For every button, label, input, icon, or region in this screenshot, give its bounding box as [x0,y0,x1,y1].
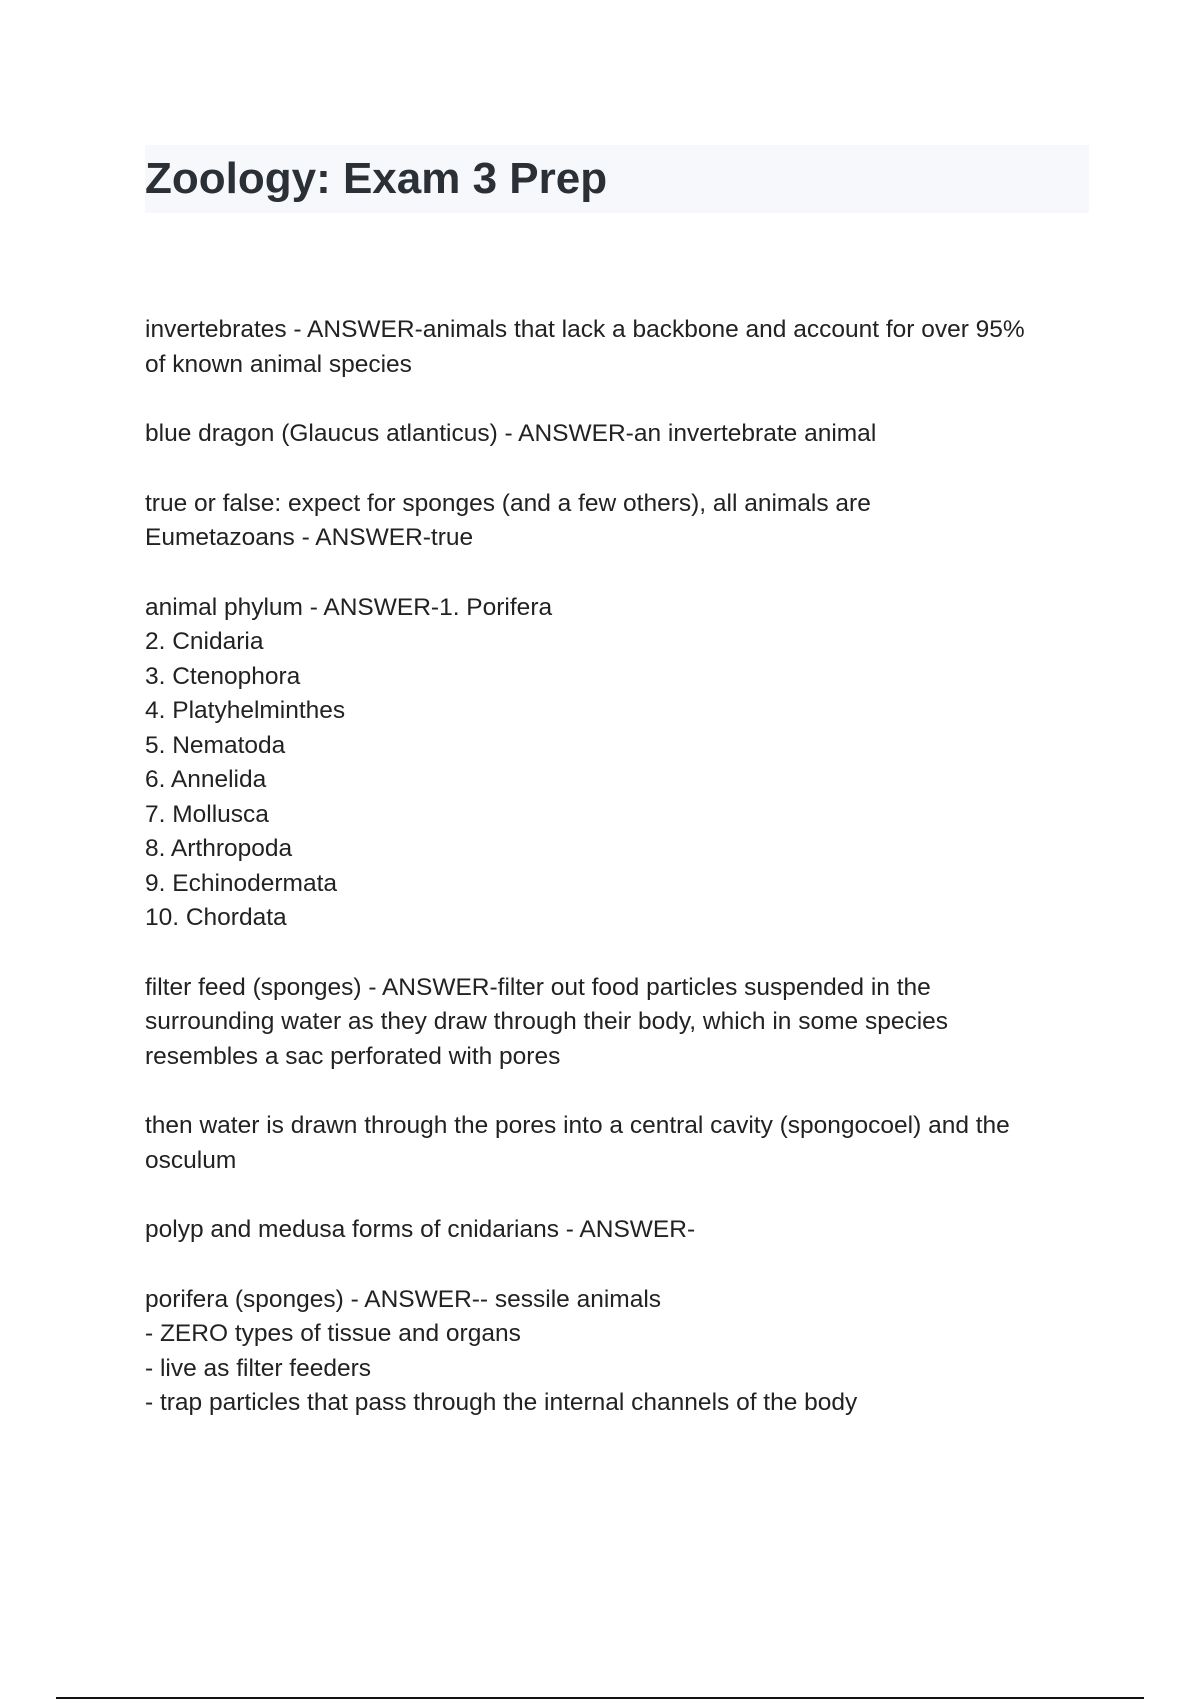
bullet-item: - trap particles that pass through the internal channels of the body [145,1389,858,1416]
entry-line: Eumetazoans - ANSWER-true [145,524,474,551]
phylum-list-item: 6. Annelida [145,766,267,793]
entry-line: invertebrates - ANSWER-animals that lack a backbone and account for over 95% [145,316,1025,343]
document-body [145,313,1095,1456]
phylum-list-item: 7. Mollusca [145,800,269,828]
entry-invertebrates [145,313,1095,382]
entry-spongocoel [145,1109,1095,1178]
phylum-list-item: 2. Cnidaria [145,628,264,655]
entry-animal-phylum [145,591,1095,936]
phylum-list-item: 4. Platyhelminthes [145,697,346,724]
entry-line: osculum [145,1146,237,1174]
entry-polyp-medusa [145,1213,1095,1248]
entry-line: porifera (sponges) - ANSWER-- sessile animals [145,1285,662,1313]
entry-filter-feed [145,971,1095,1075]
footer-divider [56,1697,1144,1699]
phylum-list-item: 3. Ctenophora [145,662,301,690]
page-title: Zoology: Exam 3 Prep [145,154,608,203]
entry-porifera [145,1283,1095,1421]
entry-line: filter feed (sponges) - ANSWER-filter out food particles suspended in the [145,973,931,1001]
bullet-item: - live as filter feeders [145,1354,372,1382]
entry-line: then water is drawn through the pores into a central cavity (spongocoel) and the [145,1112,1010,1139]
entry-line: true or false: expect for sponges (and a few others), all animals are [145,489,871,517]
phylum-list-item: 10. Chordata [145,904,287,931]
bullet-item: - ZERO types of tissue and organs [145,1320,521,1347]
entry-line: surrounding water as they draw through their body, which in some species [145,1008,949,1035]
entry-line: blue dragon (Glaucus atlanticus) - ANSWER-an invertebrate animal [145,420,877,447]
entry-line: of known animal species [145,350,412,378]
phylum-list-item: 8. Arthropoda [145,835,293,862]
entry-line: polyp and medusa forms of cnidarians - ANSWER- [145,1216,696,1243]
entry-blue-dragon [145,417,1095,452]
entry-line: animal phylum - ANSWER-1. Porifera [145,593,553,621]
phylum-list-item: 9. Echinodermata [145,869,338,897]
entry-line: resembles a sac perforated with pores [145,1042,561,1070]
entry-eumetazoans [145,487,1095,556]
phylum-list-item: 5. Nematoda [145,731,286,759]
